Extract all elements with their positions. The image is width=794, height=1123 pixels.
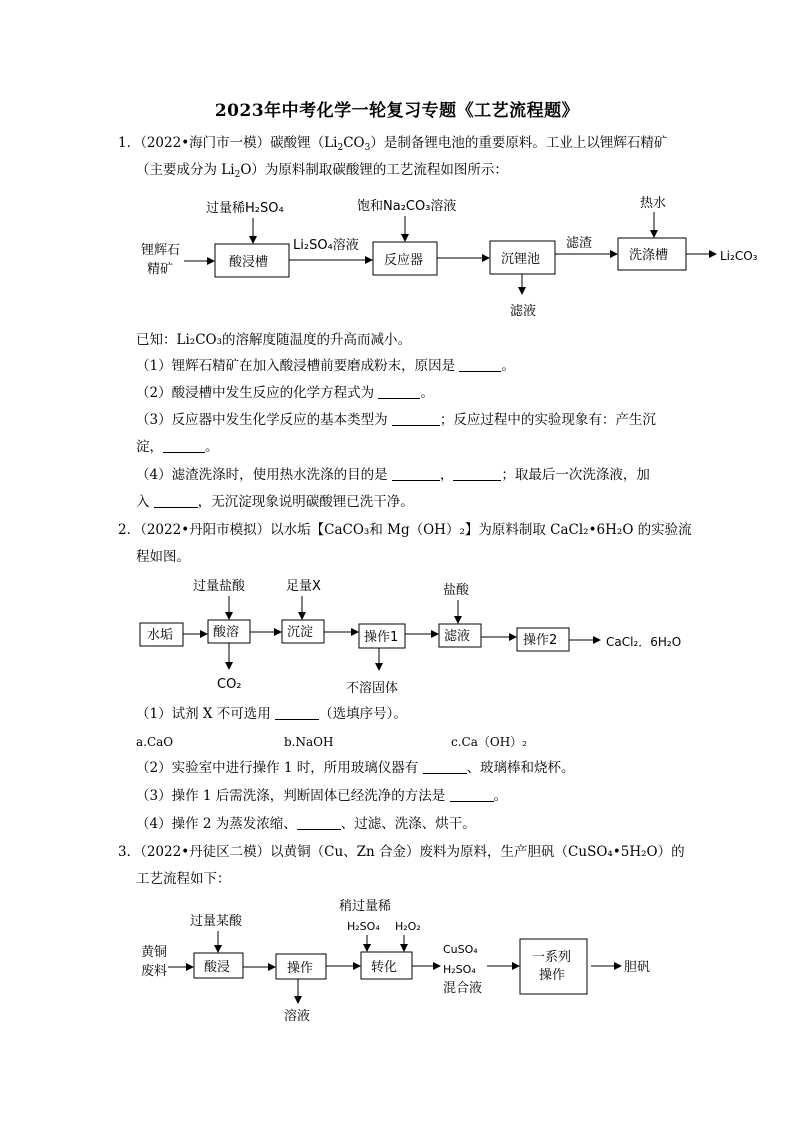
q1-flow-diagram — [0, 190, 794, 325]
q2-part3 — [136, 786, 507, 806]
q2-part3-text: （3）操作 1 后需洗涤，判断固体已经洗净的方法是 — [136, 788, 450, 804]
q2-reagent1: 过量盐酸 — [193, 579, 246, 594]
q1-intro-text-c: ）是制备锂电池的重要原料。工业上以锂辉石精矿 — [370, 135, 668, 151]
q2-part1-blank[interactable] — [275, 706, 319, 720]
q3-mix-line1: CuSO₄ — [443, 943, 478, 956]
q1-part4-blank3[interactable] — [154, 494, 198, 508]
q1-intro-sub-a: 2 — [337, 143, 344, 153]
q2-part2-text: （2）实验室中进行操作 1 时，所用玻璃仪器有 — [136, 760, 423, 776]
q1-part1-end: 。 — [501, 358, 515, 374]
q3-intro-line1: 3．（2022•丹徒区二模）以黄铜（Cu、Zn 合金）废料为原料，生产胆矾（CuSO₄•5H₂O）的 — [118, 844, 685, 860]
q1-part4b-text: 入 — [136, 494, 154, 510]
q1-part3b-end: 。 — [205, 439, 219, 455]
q1-known: 已知：Li₂CO₃的溶解度随温度的升高而减小。 — [136, 332, 412, 348]
q1-reagent4: 热水 — [640, 196, 667, 211]
q2-part2-end: 、玻璃棒和烧杯。 — [466, 760, 575, 776]
q2-intro-line1: 2．（2022•丹阳市模拟）以水垢【CaCO₃和 Mg（OH）₂】为原料制取 CaCl₂•6H₂O 的实验流 — [118, 522, 692, 538]
q3-box-leach-label: 酸浸 — [204, 960, 231, 975]
page-title: 2023年中考化学一轮复习专题《工艺流程题》 — [214, 101, 580, 121]
q1-part3-mid: ；反应过程中的实验现象有：产生沉 — [439, 412, 656, 428]
q2-part4-text: （4）操作 2 为蒸发浓缩、 — [136, 816, 297, 832]
q2-part3-blank[interactable] — [450, 788, 494, 802]
q3-reagent3-b: H₂O₂ — [395, 920, 421, 933]
q3-reagent1: 过量某酸 — [190, 914, 243, 929]
q2-part4-end: 、过滤、洗涤、烘干。 — [340, 816, 476, 832]
q1-reagent1: 过量稀H₂SO₄ — [206, 201, 284, 216]
q3-solution: 溶液 — [284, 1009, 311, 1024]
q2-box-scale-label: 水垢 — [147, 628, 174, 643]
q3-input-label-top: 黄铜 — [141, 945, 168, 960]
q1-part4-blank1[interactable] — [392, 467, 440, 481]
q2-option-a: a.CaO — [136, 735, 174, 749]
q1-part3-blank2[interactable] — [163, 439, 205, 453]
q3-reagent3-line1: 稍过量稀 — [339, 899, 392, 914]
q3-reagent3-a: H₂SO₄ — [347, 920, 380, 933]
q1-part4-comma: ， — [439, 467, 454, 483]
q1-part3-blank1[interactable] — [392, 412, 440, 426]
q1-part4-text: （4）滤渣洗涤时，使用热水洗涤的目的是 — [136, 467, 392, 483]
q2-reagent4: 盐酸 — [443, 583, 470, 598]
q1-box-settler-label: 沉锂池 — [501, 252, 541, 267]
q2-flow-diagram — [0, 570, 794, 700]
q1-part4-blank2[interactable] — [453, 467, 501, 481]
q2-box-op1-label: 操作1 — [364, 630, 399, 645]
q3-box-convert-label: 转化 — [371, 960, 398, 975]
q1-reagent2: 饱和Na₂CO₃溶液 — [357, 199, 457, 214]
q2-co2: CO₂ — [217, 677, 242, 692]
q1-box-reactor-label: 反应器 — [384, 253, 424, 268]
q3-mix-line3: 混合液 — [443, 981, 483, 996]
q2-part1 — [136, 704, 407, 724]
q1-input-label-bottom: 精矿 — [147, 262, 174, 277]
q2-part1-end: （选填序号）。 — [319, 706, 407, 722]
q1-intro2-text-b: O）为原料制取碳酸锂的工艺流程如图所示： — [240, 162, 508, 178]
q2-option-c: c.Ca（OH）₂ — [451, 735, 527, 749]
q2-part3-end: 。 — [493, 788, 508, 804]
q2-intro-line2: 程如图。 — [136, 549, 190, 565]
q1-filtrate: 滤液 — [510, 304, 537, 319]
q1-part2-blank[interactable] — [378, 385, 420, 399]
q1-part2-text: （2）酸浸槽中发生反应的化学方程式为 — [136, 385, 379, 401]
q1-stream1: Li₂SO₄溶液 — [293, 238, 359, 253]
q2-part4 — [136, 814, 476, 834]
q1-box-acid-tank-label: 酸浸槽 — [229, 255, 269, 270]
q2-box-filtrate-label: 滤液 — [444, 629, 471, 644]
q1-intro-text-b: CO — [343, 135, 365, 151]
q1-product: Li₂CO₃ — [720, 249, 758, 263]
q2-insoluble-solid: 不溶固体 — [346, 681, 399, 696]
q3-product: 胆矾 — [624, 960, 651, 975]
q3-box-series-line2: 操作 — [539, 968, 566, 983]
q3-box-operation-label: 操作 — [287, 961, 314, 976]
q1-part4 — [136, 465, 650, 485]
q2-part2 — [136, 758, 575, 778]
q1-intro-text-a: 1．（2022•海门市一模）碳酸锂（Li — [118, 135, 338, 151]
q2-box-precipitate-label: 沉淀 — [287, 625, 314, 640]
q1-part3b — [136, 437, 219, 457]
q1-part1-blank[interactable] — [459, 358, 501, 372]
q1-intro-sub-b: 3 — [364, 143, 371, 153]
q3-input-label-bottom: 废料 — [141, 964, 168, 979]
q2-box-dissolve-label: 酸溶 — [213, 625, 240, 640]
q2-option-b: b.NaOH — [284, 735, 334, 749]
q1-part4b-end: ，无沉淀现象说明碳酸锂已洗干净。 — [197, 494, 414, 510]
q1-stream3: 滤渣 — [566, 236, 593, 251]
q2-reagent2: 足量X — [286, 579, 321, 594]
q2-product: CaCl₂．6H₂O — [606, 635, 682, 649]
q1-part3-text: （3）反应器中发生化学反应的基本类型为 — [136, 412, 392, 428]
q1-input-label-top: 锂辉石 — [141, 243, 181, 258]
q1-part4b — [136, 492, 414, 512]
q1-intro-line2 — [136, 160, 508, 185]
q1-part3 — [136, 410, 656, 430]
q1-part4-mid: ；取最后一次洗涤液，加 — [501, 467, 650, 483]
q1-intro-line1 — [118, 133, 667, 158]
q1-part1-text: （1）锂辉石精矿在加入酸浸槽前要磨成粉末，原因是 — [136, 358, 460, 374]
q3-intro-line2: 工艺流程如下： — [136, 871, 231, 887]
q3-box-series-line1: 一系列 — [532, 950, 572, 965]
q1-intro2-text-a: （主要成分为 Li — [136, 162, 235, 178]
q1-part3b-text: 淀， — [136, 439, 163, 455]
q3-mix-line2: H₂SO₄ — [443, 963, 476, 976]
q3-flow-diagram — [0, 893, 794, 1033]
q2-part1-text: （1）试剂 X 不可选用 — [136, 706, 276, 722]
q2-part2-blank[interactable] — [423, 760, 467, 774]
q1-part2 — [136, 383, 434, 403]
q2-box-op2-label: 操作2 — [523, 633, 558, 648]
q1-box-washer-label: 洗涤槽 — [629, 248, 669, 263]
q3-box-series-ops — [520, 939, 587, 994]
q1-part1 — [136, 356, 515, 376]
q1-part2-end: 。 — [420, 385, 434, 401]
q2-part4-blank[interactable] — [297, 816, 341, 830]
q1-intro2-sub: 2 — [234, 170, 241, 180]
